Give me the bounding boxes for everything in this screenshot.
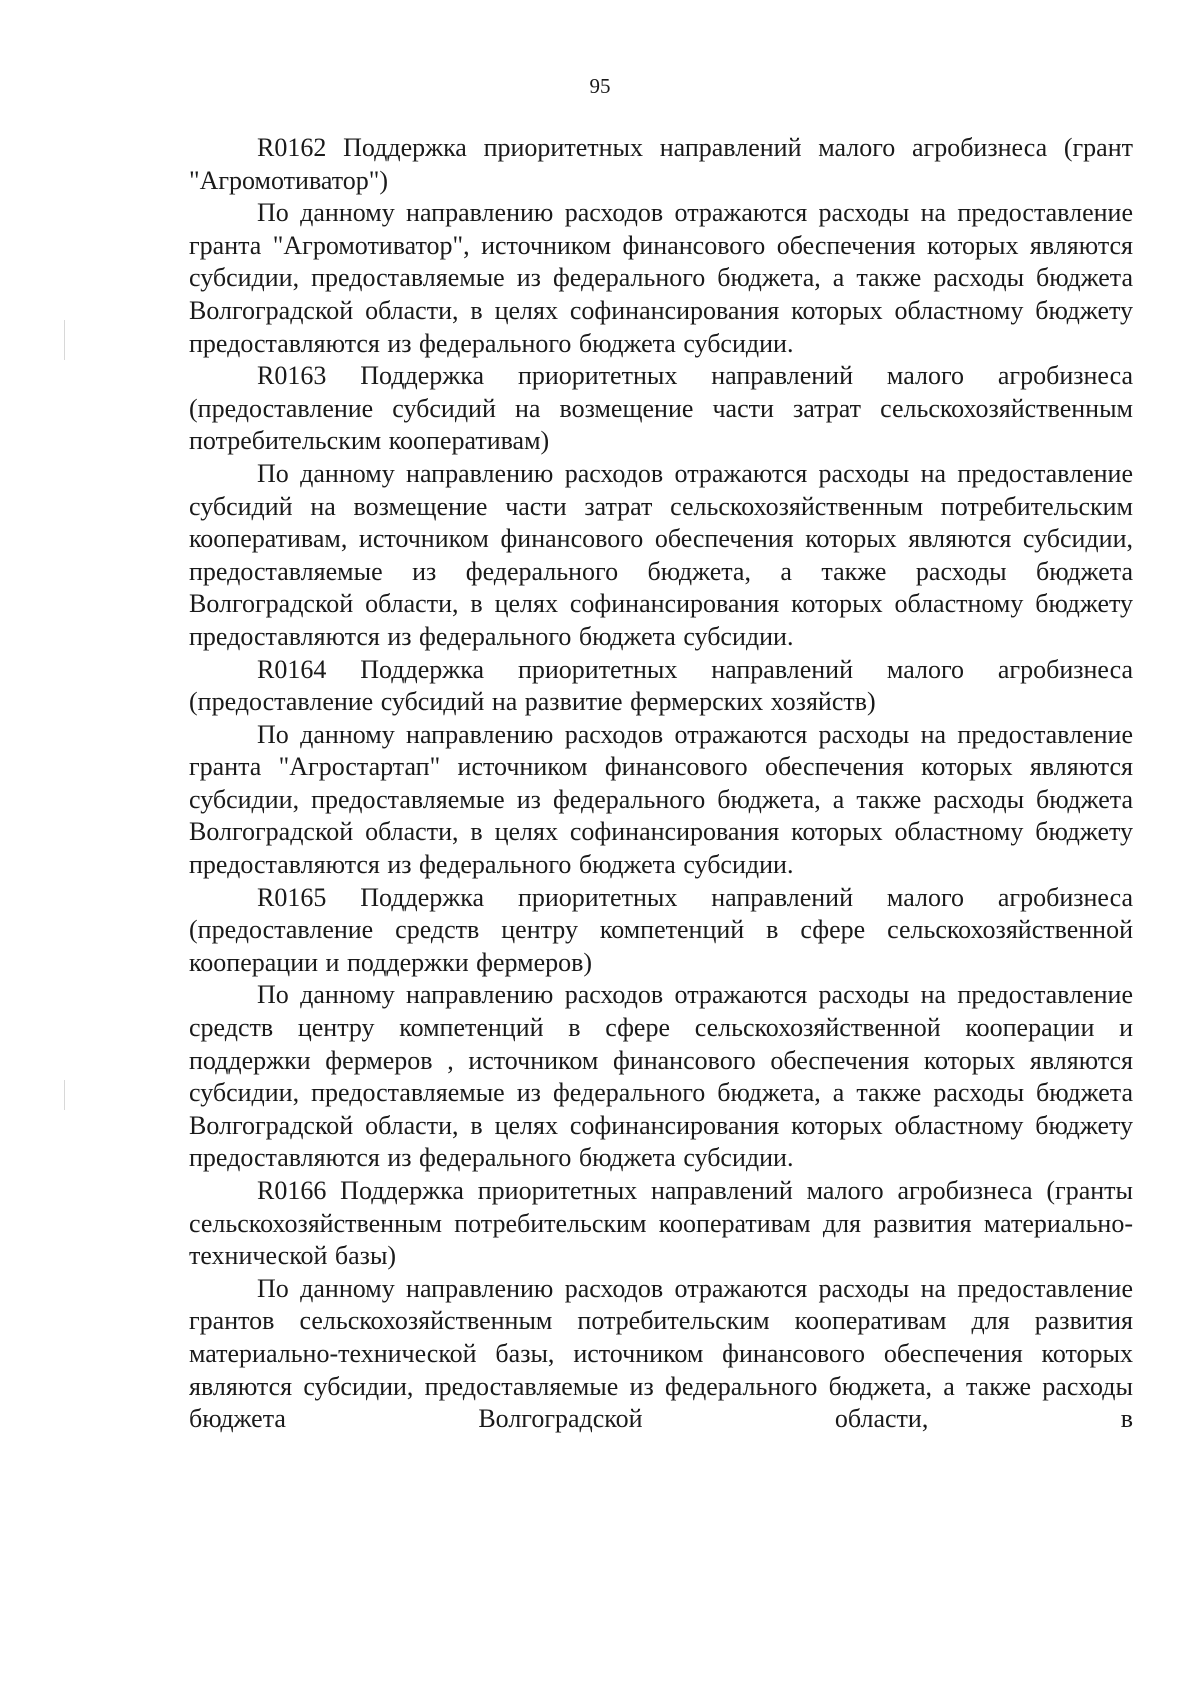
document-body: [189, 132, 1133, 1436]
section-body-r0166: По данному направлению расходов отражаются расходы на предоставление грантов сельскохозяйственным потребительским кооперативам для развития материально-технической базы, источником финансового обеспечения которых являются субсидии, предоставляемые из федерального бюджета, а также расходы бюджета Волгоградской области, в: [189, 1273, 1133, 1434]
section-heading-r0162: R0162 Поддержка приоритетных направлений малого агробизнеса (грант "Агромотиватор"): [189, 133, 1133, 195]
section-body-r0163: По данному направлению расходов отражаются расходы на предоставление субсидий на возмещение части затрат сельскохозяйственным потребительским кооперативам, источником финансового обеспечения которых являются субсидии, предоставляемые из федерального бюджета, а также расходы бюджета Волгоградской области, в целях софинансирования которых областному бюджету предоставляются из федерального бюджета субсидии.: [189, 458, 1133, 651]
scan-margin-artifact: [64, 1080, 65, 1110]
section-heading-r0165: R0165 Поддержка приоритетных направлений малого агробизнеса (предоставление средств центру компетенций в сфере сельскохозяйственной кооперации и поддержки фермеров): [189, 882, 1133, 977]
section-body-r0162: По данному направлению расходов отражаются расходы на предоставление гранта "Агромотиватор", источником финансового обеспечения которых являются субсидии, предоставляемые из федерального бюджета, а также расходы бюджета Волгоградской области, в целях софинансирования которых областному бюджету предоставляются из федерального бюджета субсидии.: [189, 198, 1133, 358]
section-body-r0165: По данному направлению расходов отражаются расходы на предоставление средств центру компетенций в сфере сельскохозяйственной кооперации и поддержки фермеров , источником финансового обеспечения которых являются субсидии, предоставляемые из федерального бюджета, а также расходы бюджета Волгоградской области, в целях софинансирования которых областному бюджету предоставляются из федерального бюджета субсидии.: [189, 980, 1133, 1173]
scan-margin-artifact: [64, 320, 65, 360]
section-heading-r0164: R0164 Поддержка приоритетных направлений малого агробизнеса (предоставление субсидий на развитие фермерских хозяйств): [189, 654, 1133, 717]
section-body-r0164: По данному направлению расходов отражаются расходы на предоставление гранта "Агростартап" источником финансового обеспечения которых являются субсидии, предоставляемые из федерального бюджета, а также расходы бюджета Волгоградской области, в целях софинансирования которых областному бюджету предоставляются из федерального бюджета субсидии.: [189, 719, 1133, 880]
section-heading-r0163: R0163 Поддержка приоритетных направлений малого агробизнеса (предоставление субсидий на возмещение части затрат сельскохозяйственным потребительским кооперативам): [189, 361, 1133, 456]
page-number: 95: [589, 74, 611, 98]
section-heading-r0166: R0166 Поддержка приоритетных направлений малого агробизнеса (гранты сельскохозяйственным потребительским кооперативам для развития материально-технической базы): [189, 1176, 1133, 1271]
